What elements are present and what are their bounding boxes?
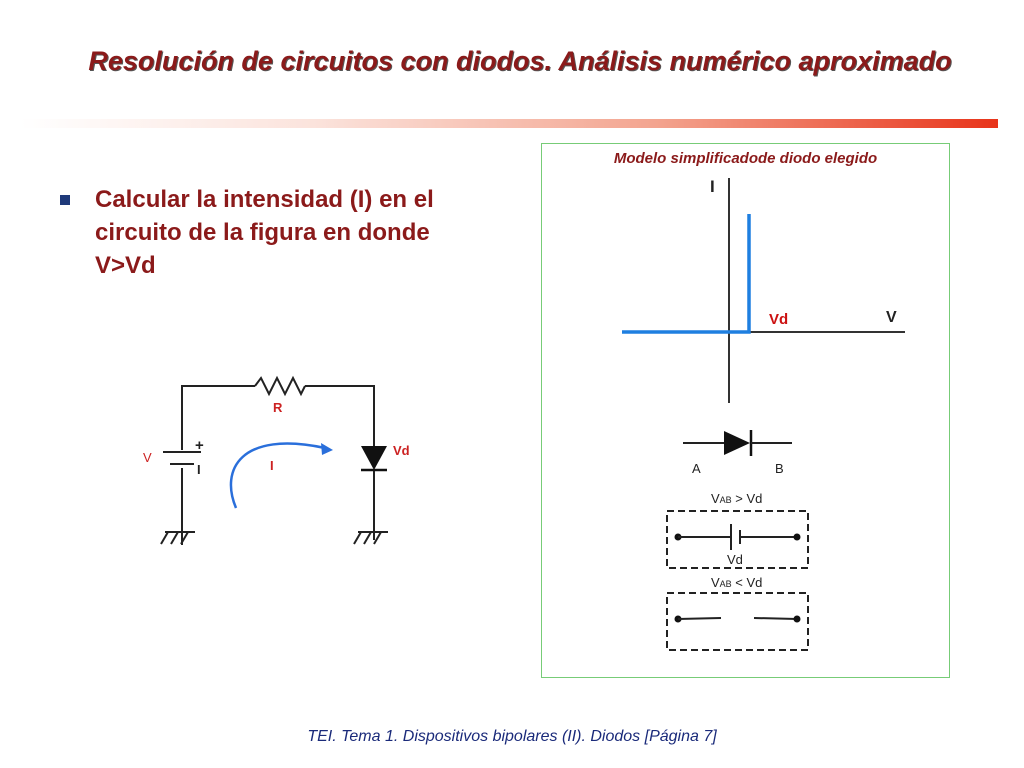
off-state-box: [667, 593, 808, 650]
slide-title: Resolución de circuitos con diodos. Análisis numérico aproximado: [88, 46, 952, 76]
current-label: I: [270, 458, 274, 473]
model-diode-icon: [724, 431, 750, 455]
bullet-text: Calcular la intensidad (I) en el circuito de la figura en donde V>Vd: [95, 186, 434, 279]
off-condition-label: VAB < Vd: [711, 575, 763, 590]
minus-sign: I: [197, 462, 201, 477]
terminal-b-label: B: [775, 461, 784, 476]
axis-i-label: I: [710, 177, 715, 196]
plus-sign: +: [195, 437, 204, 454]
slide-footer: TEI. Tema 1. Dispositivos bipolares (II). Diodos [Página 7]: [307, 728, 717, 745]
knee-voltage-label: Vd: [769, 311, 789, 328]
model-title: Modelo simplificadode diodo elegido: [613, 150, 878, 167]
battery-voltage-label: Vd: [727, 552, 743, 567]
terminal-a-label: A: [692, 461, 701, 476]
diode-voltage-label: Vd: [393, 443, 410, 458]
resistor-label: R: [273, 400, 283, 415]
on-condition-label: VAB > Vd: [711, 491, 763, 506]
source-label: V: [143, 450, 152, 465]
axis-v-label: V: [886, 309, 897, 326]
